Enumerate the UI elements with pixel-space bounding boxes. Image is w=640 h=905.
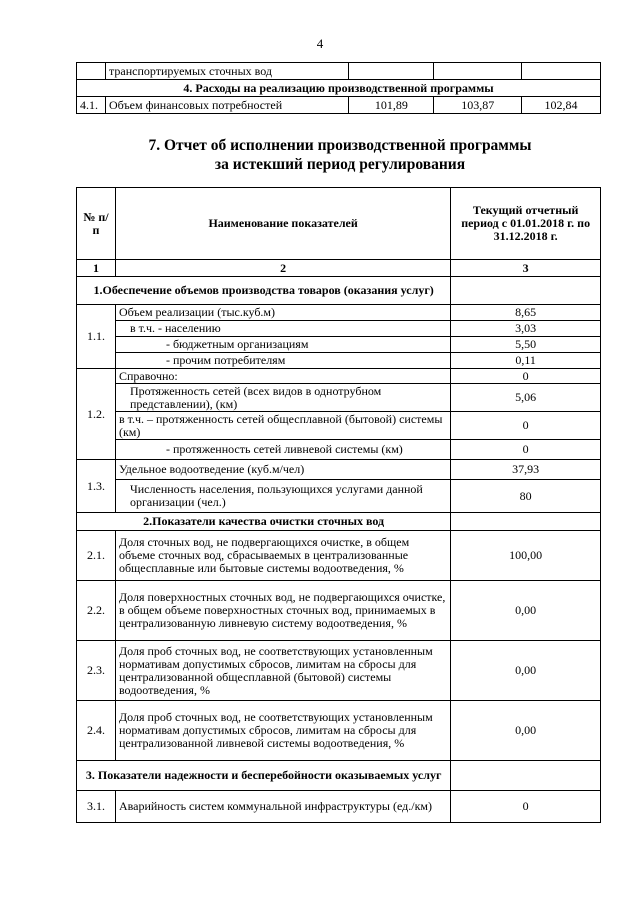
value-cell: 0 <box>451 412 601 440</box>
row-label: Доля проб сточных вод, не соответствующих установленным нормативам допустимых сбросов, лимитам на сбросы для централизованной общесплавной (бытовой) системы водоотведения, % <box>115 641 450 701</box>
header-period: Текущий отчетный период с 01.01.2018 г. по 31.12.2018 г. <box>451 188 601 260</box>
column-number: 1 <box>77 260 116 277</box>
row-number: 4.1. <box>77 97 106 114</box>
section-1-header: 1.Обеспечение объемов производства товаров (оказания услуг) <box>77 277 451 305</box>
row-number: 1.3. <box>77 460 116 513</box>
section-title: 7. Отчет об исполнении производственной программы за истекший период регулирования <box>148 137 532 173</box>
top-table <box>76 62 601 114</box>
row-label: Объем реализации (тыс.куб.м) <box>115 305 450 321</box>
row-number: 2.3. <box>77 641 116 701</box>
row-number: 2.1. <box>77 531 116 581</box>
row-label: - протяженность сетей ливневой системы (км) <box>115 440 450 460</box>
row-label: Удельное водоотведение (куб.м/чел) <box>115 460 450 480</box>
value-cell: 80 <box>451 480 601 513</box>
header-name: Наименование показателей <box>115 188 450 260</box>
section-3-header: 3. Показатели надежности и бесперебойности оказываемых услуг <box>77 761 451 791</box>
row-label: в т.ч. – протяженность сетей общесплавной (бытовой) системы (км) <box>115 412 450 440</box>
row-label: Объем финансовых потребностей <box>105 97 348 114</box>
row-number: 2.2. <box>77 581 116 641</box>
value-cell: 0 <box>451 440 601 460</box>
row-label: Доля сточных вод, не подвергающихся очистке, в общем объеме сточных вод, сбрасываемых в централизованные общесплавные или бытовые системы водоотведения, % <box>115 531 450 581</box>
value-cell: 37,93 <box>451 460 601 480</box>
row-label: в т.ч. - населению <box>115 321 450 337</box>
row-number: 2.4. <box>77 701 116 761</box>
row-label: - прочим потребителям <box>115 353 450 369</box>
value-cell: 0,00 <box>451 701 601 761</box>
value-cell: 8,65 <box>451 305 601 321</box>
value-cell: 0 <box>451 791 601 823</box>
section-2-header: 2.Показатели качества очистки сточных вод <box>77 513 451 531</box>
row-label: Справочно: <box>115 369 450 384</box>
value-cell: 100,00 <box>451 531 601 581</box>
value-cell: 0,00 <box>451 641 601 701</box>
row-label: Аварийность систем коммунальной инфраструктуры (ед./км) <box>115 791 450 823</box>
row-number: 3.1. <box>77 791 116 823</box>
value-cell: 3,03 <box>451 321 601 337</box>
section-4-header: 4. Расходы на реализацию производственной программы <box>77 80 601 97</box>
row-label: Численность населения, пользующихся услугами данной организации (чел.) <box>115 480 450 513</box>
value-cell: 101,89 <box>349 97 434 114</box>
page-number: 4 <box>316 36 324 51</box>
column-number: 2 <box>115 260 450 277</box>
value-cell: 0 <box>451 369 601 384</box>
value-cell: 0,11 <box>451 353 601 369</box>
row-number: 1.1. <box>77 305 116 369</box>
column-number: 3 <box>451 260 601 277</box>
row-label: - бюджетным организациям <box>115 337 450 353</box>
report-table <box>76 187 601 823</box>
row-label: Доля поверхностных сточных вод, не подвергающихся очистке, в общем объеме поверхностных сточных вод, принимаемых в централизованную ливневую систему водоотведения, % <box>115 581 450 641</box>
value-cell: 5,50 <box>451 337 601 353</box>
value-cell: 102,84 <box>522 97 601 114</box>
value-cell: 5,06 <box>451 384 601 412</box>
transport-row-label: транспортируемых сточных вод <box>105 63 348 80</box>
value-cell: 103,87 <box>434 97 522 114</box>
row-label: Протяженность сетей (всех видов в однотрубном представлении), (км) <box>115 384 450 412</box>
row-number: 1.2. <box>77 369 116 460</box>
value-cell: 0,00 <box>451 581 601 641</box>
header-num: № п/п <box>77 188 116 260</box>
row-label: Доля проб сточных вод, не соответствующих установленным нормативам допустимых сбросов, лимитам на сбросы для централизованной ливневой системы водоотведения, % <box>115 701 450 761</box>
